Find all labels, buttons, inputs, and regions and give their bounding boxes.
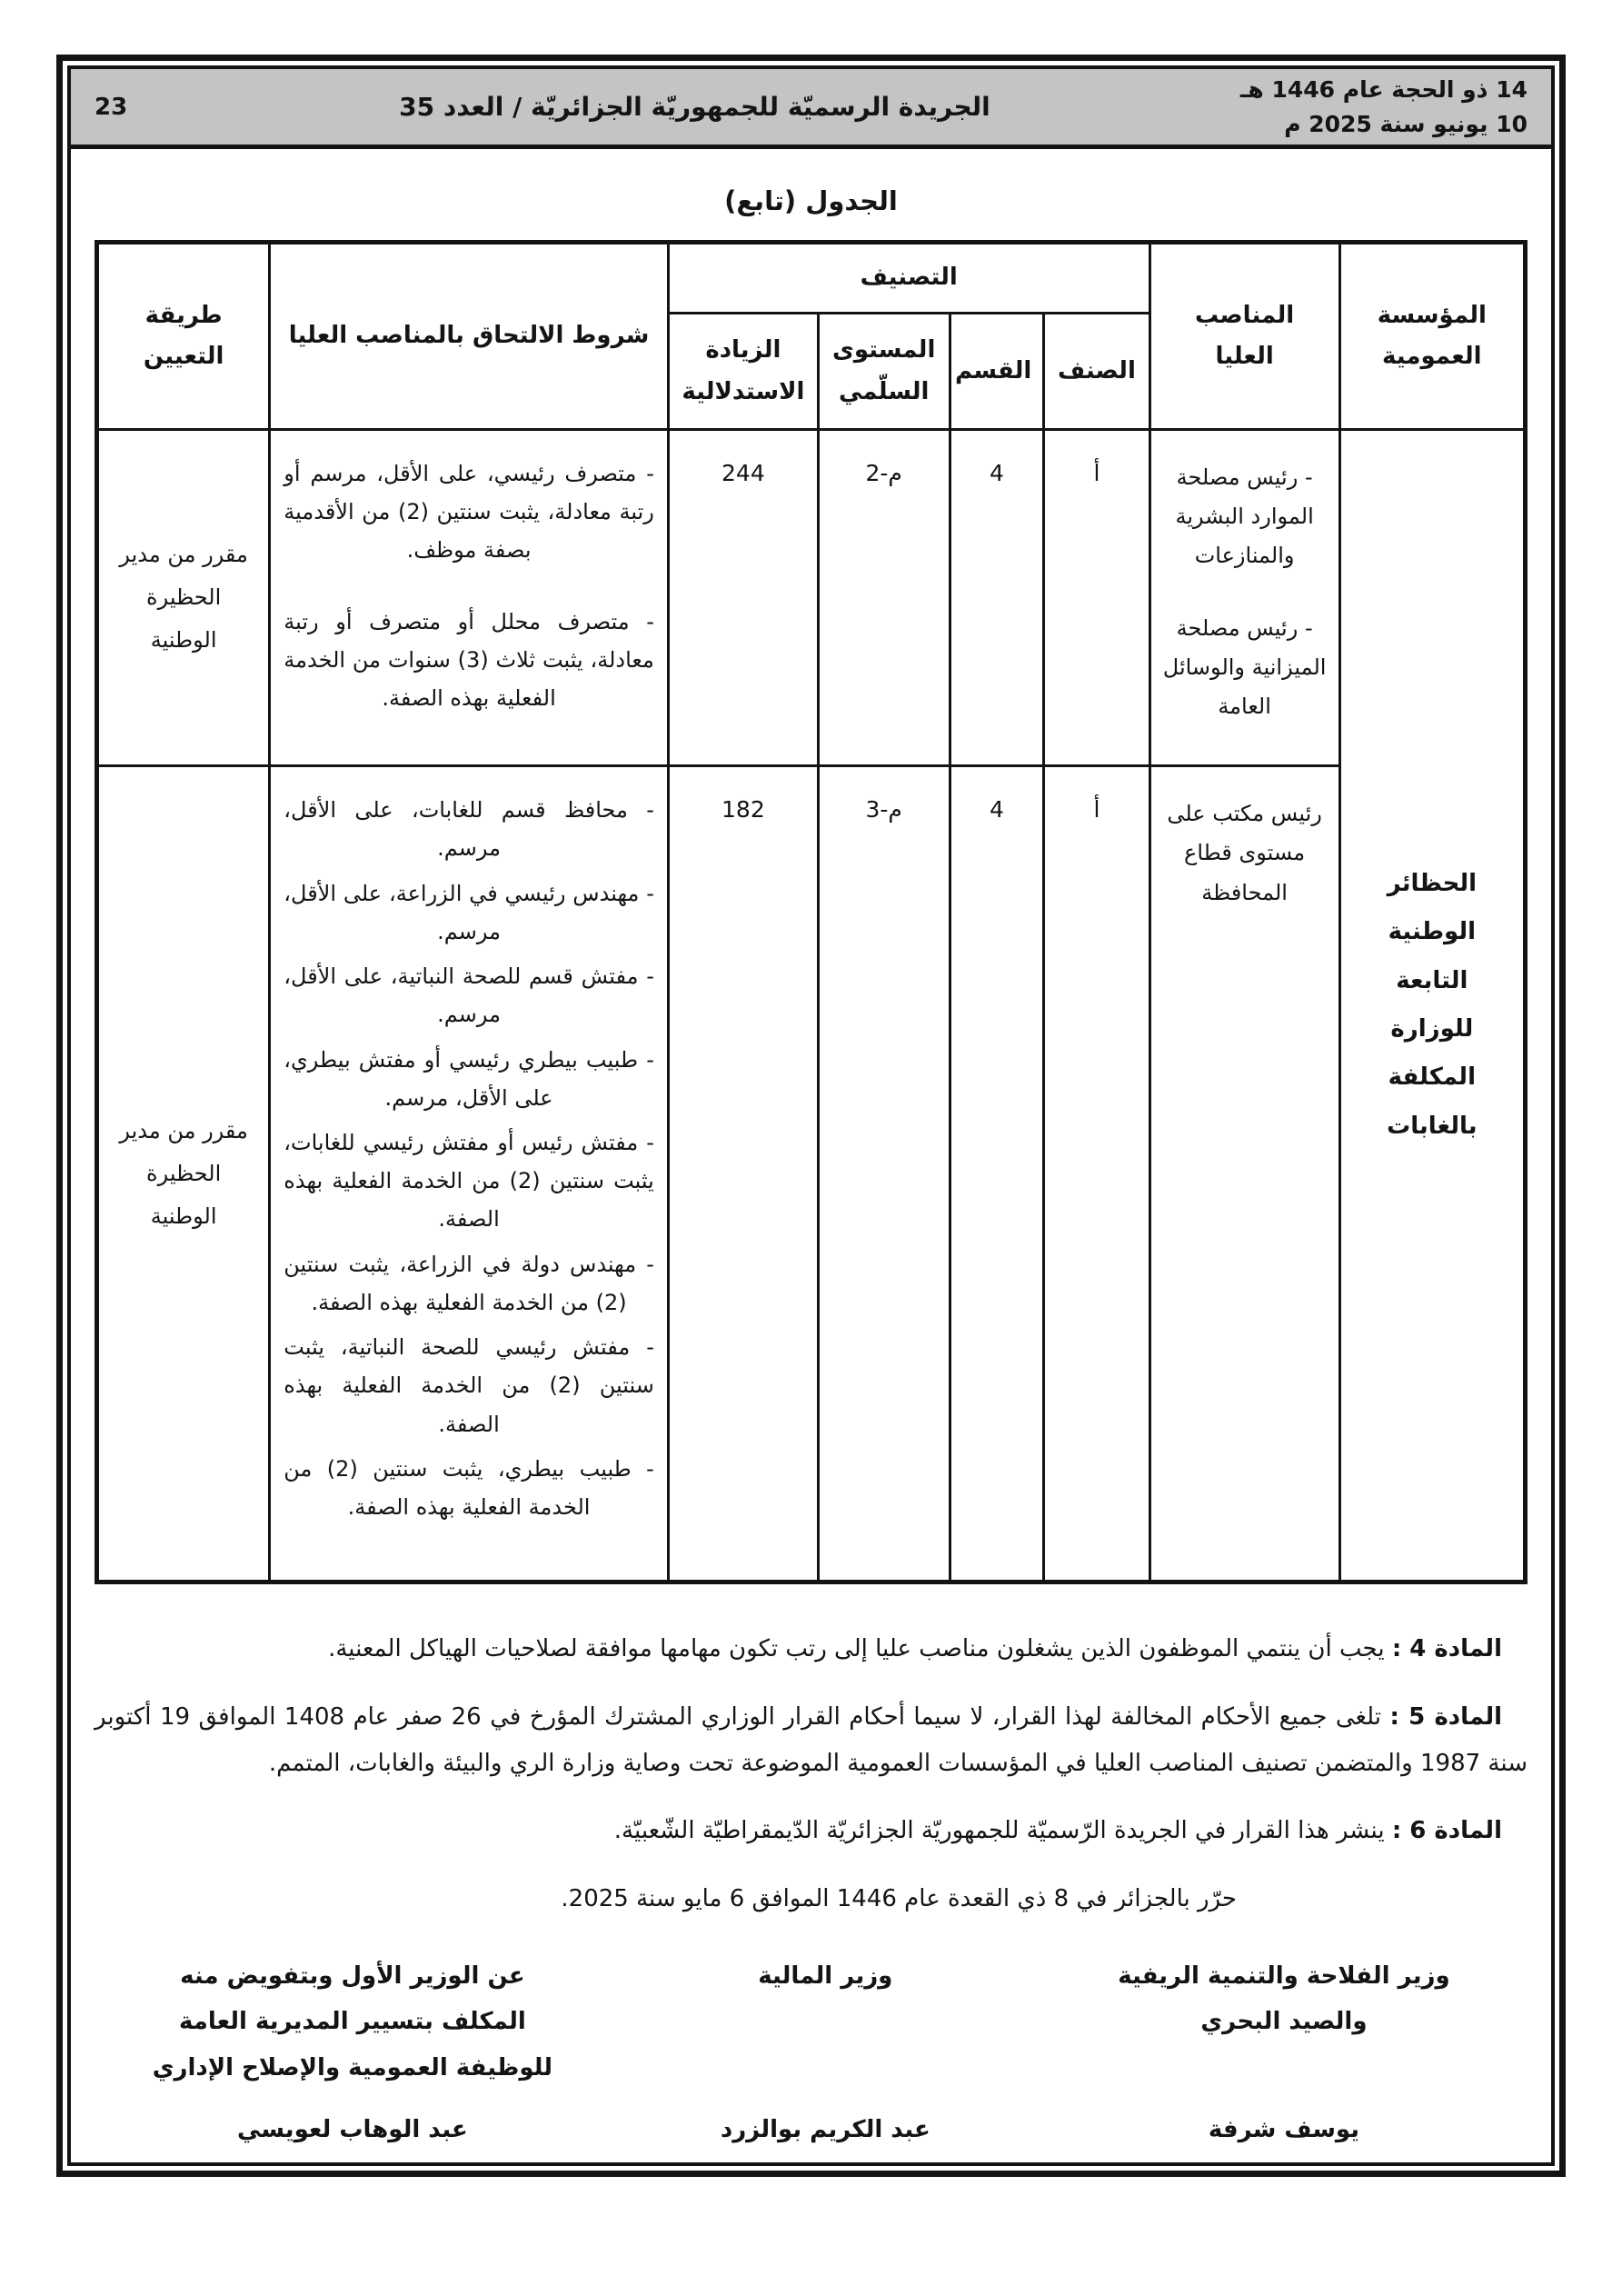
- conditions-cell: - محافظ قسم للغابات، على الأقل، مرسم. - مهندس رئيسي في الزراعة، على الأقل، مرسم. - مفتش قسم للصحة النباتية، على الأقل، مرسم. - طبيب بيطري رئيسي أو مفتش بيطري، على الأقل، مرسم. - مفتش رئيس أو مفتش رئيسي للغابات، يثبت سنتين (2) من الخدمة الفعلية بهذه الصفة. - مهندس دولة في الزراعة، يثبت سنتين (2) من الخدمة الفعلية بهذه الصفة. - مفتش رئيسي للصحة النباتية، يثبت سنتين (2) من الخدمة الفعلية بهذه الصفة. - طبيب بيطري، يثبت سنتين (2) من الخدمة الفعلية بهذه الصفة.: [270, 766, 669, 1582]
- signature-title: عن الوزير الأول وبتفويض منه المكلف بتسيير المديرية العامة للوظيفة العمومية والإصلاح الإداري: [152, 1962, 553, 2081]
- article-6-label: المادة 6 :: [1391, 1817, 1502, 1845]
- page-number: 23: [95, 93, 128, 121]
- table-row: [97, 430, 1526, 766]
- index-increase-cell: 244: [668, 430, 818, 766]
- section-cell: 4: [950, 430, 1044, 766]
- positions-cell: - رئيس مصلحة الموارد البشرية والمنازعات - رئيس مصلحة الميزانية والوسائل العامة: [1149, 430, 1339, 766]
- positions-table: [95, 240, 1527, 1584]
- article-5-label: المادة 5 :: [1389, 1702, 1503, 1731]
- col-header-level: المستوى السلّمي: [818, 314, 950, 430]
- institution-cell: الحظائر الوطنية التابعة للوزارة المكلفة بالغابات: [1339, 430, 1525, 1582]
- col-header-conditions: شروط الالتحاق بالمناصب العليا: [270, 243, 669, 430]
- table-title: الجدول (تابع): [724, 185, 898, 216]
- article-5: [95, 1694, 1527, 1786]
- col-header-category: الصنف: [1044, 314, 1149, 430]
- page-frame-inner: [67, 65, 1555, 2166]
- category-cell: أ: [1044, 766, 1149, 1582]
- signature-block-agriculture-minister: [1040, 1953, 1527, 2152]
- col-header-index-increase: الزيادة الاستدلالية: [668, 314, 818, 430]
- col-header-institution: المؤسسة العمومية: [1339, 243, 1525, 430]
- signature-name: يوسف شرفة: [1208, 2115, 1359, 2143]
- conditions-cell: - متصرف رئيسي، على الأقل، مرسم أو رتبة معادلة، يثبت سنتين (2) من الأقدمية بصفة موظف. - متصرف محلل أو متصرف أو رتبة معادلة، يثبت ثلاث (3) سنوات من الخدمة الفعلية بهذه الصفة.: [270, 430, 669, 766]
- issue-date-gregorian: 10 يونيو سنة 2025 م: [1284, 110, 1527, 137]
- col-header-classification: التصنيف: [668, 243, 1149, 314]
- signatures-section: [95, 1953, 1527, 2152]
- appointment-cell: مقرر من مدير الحظيرة الوطنية: [97, 766, 270, 1582]
- col-header-section: القسم: [950, 314, 1044, 430]
- section-cell: 4: [950, 766, 1044, 1582]
- issue-date-hijri: 14 ذو الحجة عام 1446 هـ: [1239, 76, 1527, 103]
- positions-cell: رئيس مكتب على مستوى قطاع المحافظة: [1149, 766, 1339, 1582]
- signature-block-civil-service-delegate: [95, 1953, 611, 2152]
- articles-section: [95, 1626, 1527, 1922]
- page-content: [71, 185, 1551, 2152]
- article-6-text: ينشر هذا القرار في الجريدة الرّسميّة للجمهوريّة الجزائريّة الدّيمقراطيّة الشّعبيّة.: [613, 1817, 1385, 1845]
- category-cell: أ: [1044, 430, 1149, 766]
- index-increase-cell: 182: [668, 766, 818, 1582]
- level-cell: م-3: [818, 766, 950, 1582]
- article-4: [95, 1626, 1527, 1672]
- page-frame: [56, 55, 1566, 2177]
- signature-block-finance-minister: [611, 1953, 1040, 2152]
- signature-title: وزير الفلاحة والتنمية الريفية والصيد البحري: [1118, 1962, 1450, 2036]
- article-6: [95, 1808, 1527, 1854]
- closing-date-line: حرّر بالجزائر في 8 ذي القعدة عام 1446 الموافق 6 مايو سنة 2025.: [561, 1884, 1237, 1912]
- appointment-cell: مقرر من مدير الحظيرة الوطنية: [97, 430, 270, 766]
- journal-title: الجريدة الرسميّة للجمهوريّة الجزائريّة / العدد 35: [399, 92, 990, 122]
- table-row: [97, 766, 1526, 1582]
- col-header-positions: المناصب العليا: [1149, 243, 1339, 430]
- article-4-text: يجب أن ينتمي الموظفون الذين يشغلون مناصب عليا إلى رتب تكون مهامها موافقة لصلاحيات الهياكل المعنية.: [328, 1635, 1385, 1663]
- signature-name: عبد الوهاب لعويسي: [237, 2115, 468, 2143]
- masthead-band: [71, 69, 1551, 149]
- signature-name: عبد الكريم بوالزرد: [720, 2115, 930, 2143]
- article-4-label: المادة 4 :: [1391, 1635, 1502, 1663]
- issue-dates: [1240, 73, 1527, 141]
- level-cell: م-2: [818, 430, 950, 766]
- article-5-text: تلغى جميع الأحكام المخالفة لهذا القرار، لا سيما أحكام القرار الوزاري المشترك المؤرخ في 26 صفر عام 1408 الموافق 19 أكتوبر سنة 1987 والمتضمن تصنيف المناصب العليا في المؤسسات العمومية الموضوعة تحت وصاية وزارة الري والبيئة والغابات، المتمم.: [95, 1702, 1527, 1777]
- signature-title: وزير المالية: [758, 1962, 893, 1990]
- col-header-appointment: طريقة التعيين: [97, 243, 270, 430]
